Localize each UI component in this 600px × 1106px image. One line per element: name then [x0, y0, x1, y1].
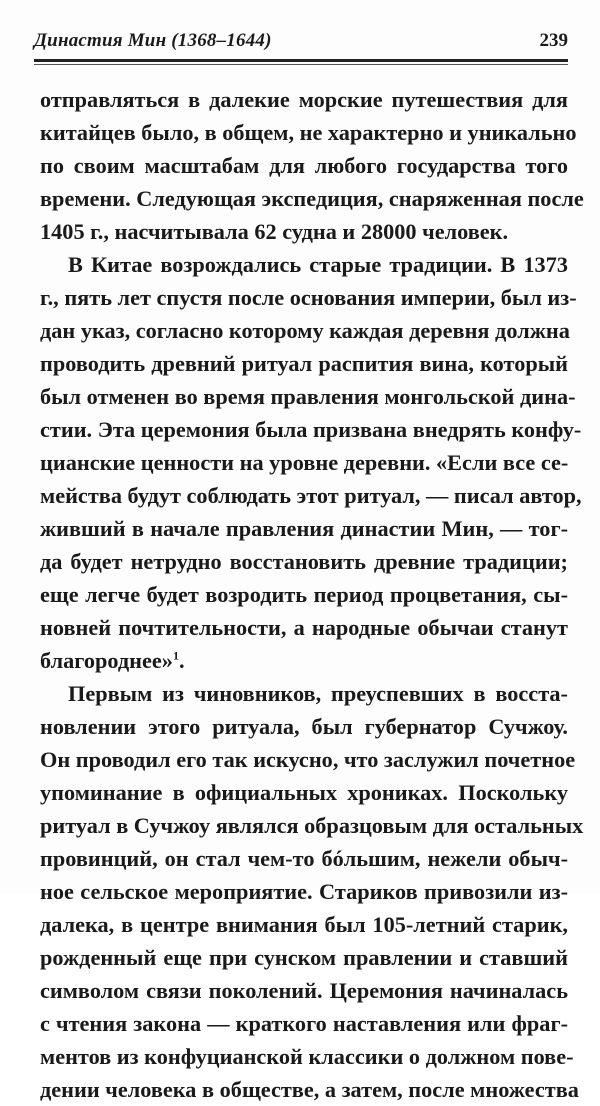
- footnote-marker[interactable]: 1: [172, 648, 179, 663]
- body-text: [40, 83, 584, 1106]
- text-line: по своим масштабам для любого государства того: [40, 153, 568, 178]
- text-line: символом связи поколений. Церемония начиналась: [40, 978, 568, 1003]
- running-head: [34, 30, 568, 54]
- running-title: Династия Мин (1368–1644): [34, 30, 272, 51]
- paragraph-3: [40, 677, 584, 1106]
- text-line: провинций, он стал чем-то бóльшим, нежели обыч-: [40, 846, 568, 871]
- paragraph-1: [40, 83, 584, 248]
- text-line: отправляться в далекие морские путешествия для: [40, 87, 568, 112]
- text-line: стии. Эта церемония была призвана внедрять конфу-: [40, 417, 582, 442]
- text-line: был отменен во время правления монгольской дина-: [40, 384, 576, 409]
- text-line: 1405 г., насчитывала 62 судна и 28000 человек.: [40, 219, 509, 244]
- text-line: проводить древний ритуал распития вина, который: [40, 351, 568, 376]
- header-rule-thin: [34, 64, 568, 65]
- header-rule: [34, 59, 568, 62]
- text-line: дении человека в обществе, а затем, после множества: [40, 1077, 579, 1102]
- text-line: новней почтительности, а народные обычаи станут: [40, 615, 568, 640]
- text-line: цианские ценности на уровне деревни. «Если все се-: [40, 450, 569, 475]
- text-line: благороднее»: [40, 648, 173, 673]
- text-line: китайцев было, в общем, не характерно и уникально: [40, 120, 577, 145]
- text-line: новлении этого ритуала, был губернатор Сучжоу.: [40, 714, 568, 739]
- text-line: мейства будут соблюдать этот ритуал, — писал автор,: [40, 483, 582, 508]
- text-line: рожденный еще при сунском правлении и ставший: [40, 945, 568, 970]
- text-line: времени. Следующая экспедиция, снаряженная после: [40, 186, 584, 211]
- text-line: ментов из конфуцианской классики о должном пове-: [40, 1044, 574, 1069]
- text-line-with-footnote: благороднее»$^1$.: [40, 648, 185, 673]
- page-number: 239: [539, 30, 568, 51]
- text-line: ритуал в Сучжоу являлся образцовым для остальных: [40, 813, 584, 838]
- text-line: В Китае возрождались старые традиции. В 1373: [68, 252, 568, 277]
- text-line: Первым из чиновников, преуспевших в восста-: [68, 681, 568, 706]
- paragraph-2: [40, 248, 582, 677]
- text-line: еще легче будет возродить период процветания, сы-: [40, 582, 568, 607]
- text-line: ное сельское мероприятие. Стариков привозили из-: [40, 879, 568, 904]
- text-line: дан указ, согласно которому каждая деревня должна: [40, 318, 570, 343]
- text-line: да будет нетрудно восстановить древние традиции;: [40, 549, 568, 574]
- text-line: с чтения закона — краткого наставления или фраг-: [40, 1011, 568, 1036]
- text-line: Он проводил его так искусно, что заслужил почетное: [40, 747, 576, 772]
- text-line: г., пять лет спустя после основания империи, был из-: [40, 285, 577, 310]
- text-line: упоминание в официальных хрониках. Поскольку: [40, 780, 568, 805]
- text-line: живший в начале правления династии Мин, — тог-: [40, 516, 568, 541]
- text-line: далека, в центре внимания был 105-летний старик,: [40, 912, 568, 937]
